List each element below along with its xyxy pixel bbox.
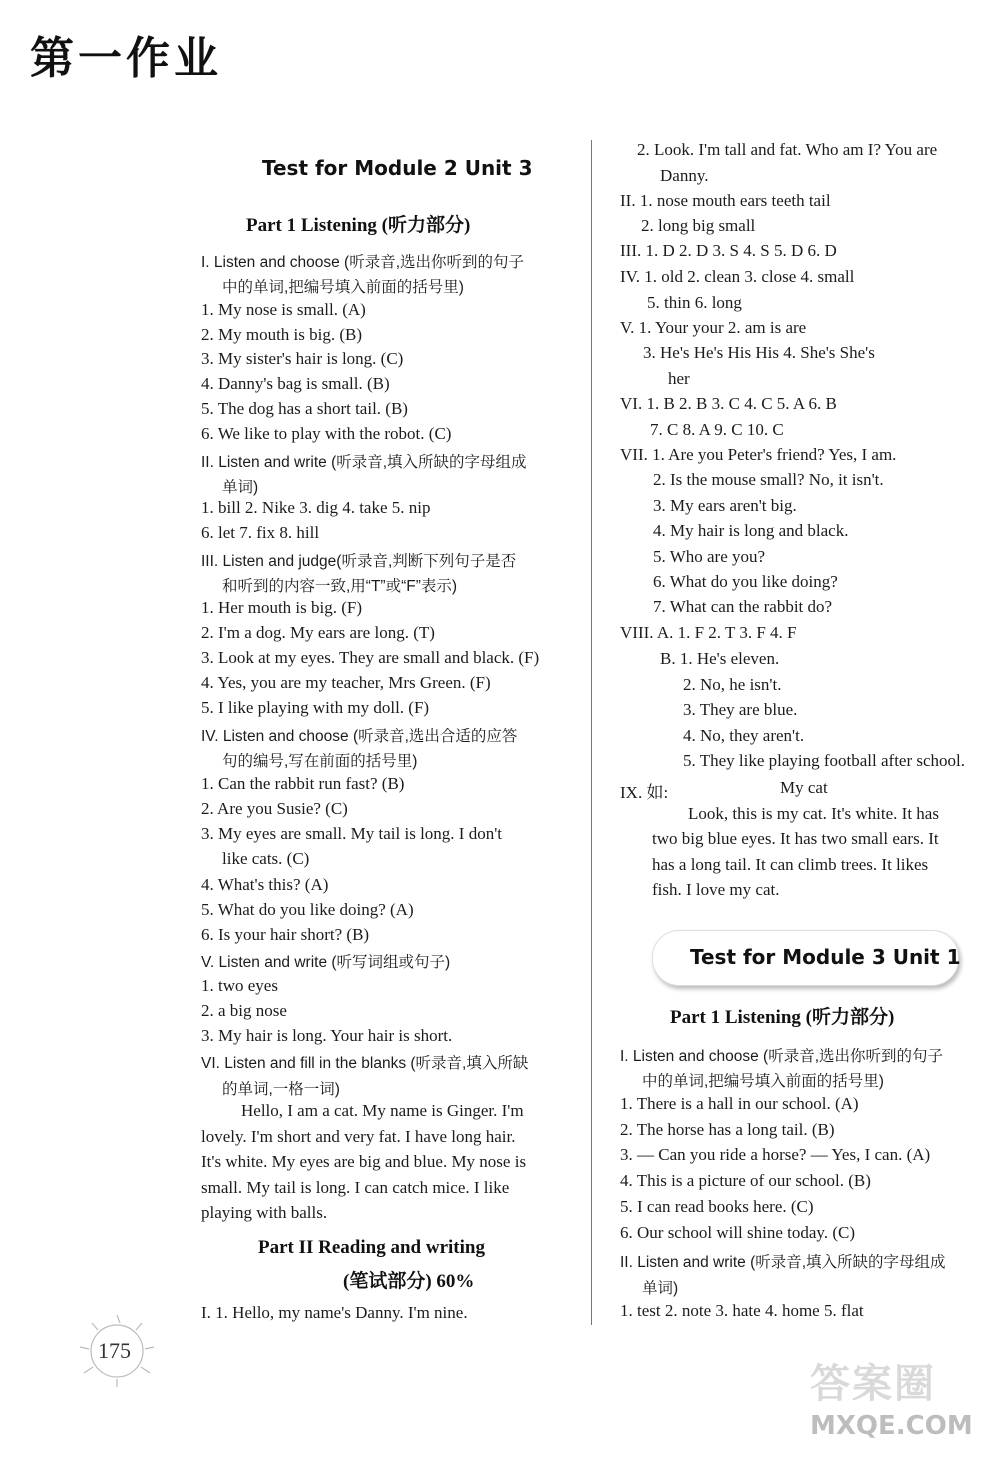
answer-line: 的单词,一格一词) [222,1081,340,1098]
answer-line: 4. No, they aren't. [683,726,805,745]
answer-line: III. Listen and judge(听录音,判断下列句子是否 [201,553,517,570]
answer-line: 5. What do you like doing? (A) [201,900,414,919]
answer-line: 2. a big nose [201,1001,287,1020]
answer-line: III. 1. D 2. D 3. S 4. S 5. D 6. D [620,241,837,260]
left-last-line: I. 1. Hello, my name's Danny. I'm nine. [201,1303,468,1322]
left-part1-heading: Part 1 Listening (听力部分) [246,215,471,236]
answer-line: 3. They are blue. [683,700,798,719]
answer-line: 5. Who are you? [653,547,766,566]
answer-line: has a long tail. It can climb trees. It likes [652,855,929,874]
answer-line: 6. Is your hair short? (B) [201,925,370,944]
answer-line: 3. He's He's His His 4. She's She's [643,343,875,362]
answer-line: 1. bill 2. Nike 3. dig 4. take 5. nip [201,498,431,517]
right-part1-heading: Part 1 Listening (听力部分) [670,1007,895,1028]
answer-line: IV. Listen and choose (听录音,选出合适的应答 [201,728,518,745]
answer-line: 1. Her mouth is big. (F) [201,598,363,617]
answer-line: 5. I can read books here. (C) [620,1197,814,1216]
answer-line: 2. Look. I'm tall and fat. Who am I? You are [637,140,938,159]
answer-line: Hello, I am a cat. My name is Ginger. I'm [241,1101,524,1120]
answer-line: 4. Danny's bag is small. (B) [201,374,390,393]
answer-line: 句的编号,写在前面的括号里) [222,753,418,770]
answer-line: 和听到的内容一致,用“T”或“F”表示) [222,578,458,595]
answer-line: 3. — Can you ride a horse? — Yes, I can. (A) [620,1145,931,1164]
answer-line: VII. 1. Are you Peter's friend? Yes, I am. [620,445,897,464]
answer-line: 6. We like to play with the robot. (C) [201,424,452,443]
answer-line: B. 1. He's eleven. [660,649,780,668]
answer-line: two big blue eyes. It has two small ears. It [652,829,939,848]
answer-line: VIII. A. 1. F 2. T 3. F 4. F [620,623,797,642]
answer-line: like cats. (C) [222,849,310,868]
column-divider [591,140,592,1325]
right-test-title: Test for Module 3 Unit 1 [690,945,961,969]
answer-line: 1. There is a hall in our school. (A) [620,1094,859,1113]
answer-line: It's white. My eyes are big and blue. My nose is [201,1152,527,1171]
answer-line: her [668,369,690,388]
answer-line: IV. 1. old 2. clean 3. close 4. small [620,267,855,286]
answer-line: 6. let 7. fix 8. hill [201,523,320,542]
answer-line: 1. My nose is small. (A) [201,300,366,319]
answer-line: 单词) [642,1280,679,1297]
answer-line: I. Listen and choose (听录音,选出你听到的句子 [620,1048,944,1065]
answer-line: 2. My mouth is big. (B) [201,325,363,344]
answer-line: 2. No, he isn't. [683,675,782,694]
answer-line: V. Listen and write (听写词组或句子) [201,954,451,971]
answer-line: 2. I'm a dog. My ears are long. (T) [201,623,435,642]
answer-line: lovely. I'm short and very fat. I have long hair. [201,1127,516,1146]
answer-line: 3. Look at my eyes. They are small and black. (F) [201,648,540,667]
watermark-top: 答案圈 [810,1361,936,1407]
answer-line: I. Listen and choose (听录音,选出你听到的句子 [201,254,525,271]
answer-line: 5. I like playing with my doll. (F) [201,698,430,717]
answer-line: 5. They like playing football after school. [683,751,966,770]
header-title: 第一作业 [30,33,222,84]
answer-line: 5. thin 6. long [647,293,742,312]
answer-line: VI. 1. B 2. B 3. C 4. C 5. A 6. B [620,394,837,413]
part2-heading: Part II Reading and writing [258,1237,485,1258]
answer-line: small. My tail is long. I can catch mice. I like [201,1178,510,1197]
answer-line: VI. Listen and fill in the blanks (听录音,填入所缺 [201,1055,529,1072]
answer-line: 4. Yes, you are my teacher, Mrs Green. (F) [201,673,491,692]
page-number: 175 [98,1338,131,1363]
answer-line: Danny. [660,166,709,185]
answer-line: 4. This is a picture of our school. (B) [620,1171,871,1190]
answer-line: 3. My sister's hair is long. (C) [201,349,404,368]
answer-line: 2. Are you Susie? (C) [201,799,348,818]
answer-line: 3. My eyes are small. My tail is long. I don't [201,824,502,843]
answer-line: 3. My hair is long. Your hair is short. [201,1026,453,1045]
answer-line: Look, this is my cat. It's white. It has [688,804,939,823]
answer-line: II. Listen and write (听录音,填入所缺的字母组成 [620,1254,946,1271]
answer-line: 4. What's this? (A) [201,875,329,894]
answer-line: 单词) [222,479,259,496]
answer-line: IX. 如: [620,783,669,802]
answer-line: V. 1. Your your 2. am is are [620,318,807,337]
answer-line: 3. My ears aren't big. [653,496,797,515]
answer-line: 6. Our school will shine today. (C) [620,1223,855,1242]
watermark-bottom: MXQE.COM [810,1411,973,1441]
answer-line: 2. The horse has a long tail. (B) [620,1120,835,1139]
answer-line: 7. C 8. A 9. C 10. C [650,420,784,439]
answer-line: playing with balls. [201,1203,328,1222]
answer-line: 5. The dog has a short tail. (B) [201,399,408,418]
answer-line: 2. long big small [641,216,756,235]
answer-line: 中的单词,把编号填入前面的括号里) [642,1073,884,1090]
answer-line: 4. My hair is long and black. [653,521,849,540]
answer-line: II. Listen and write (听录音,填入所缺的字母组成 [201,454,527,471]
watermark-logo [810,1352,990,1452]
answer-line: 中的单词,把编号填入前面的括号里) [222,279,464,296]
answer-line: 1. two eyes [201,976,278,995]
answer-line: 1. test 2. note 3. hate 4. home 5. flat [620,1301,864,1320]
answer-line: My cat [780,778,828,797]
answer-line: 1. Can the rabbit run fast? (B) [201,774,405,793]
answer-line: fish. I love my cat. [652,880,780,899]
left-test-title: Test for Module 2 Unit 3 [262,156,533,180]
answer-line: 2. Is the mouse small? No, it isn't. [653,470,884,489]
answer-line: II. 1. nose mouth ears teeth tail [620,191,831,210]
answer-line: 6. What do you like doing? [653,572,838,591]
part2-subheading: (笔试部分) 60% [343,1271,475,1292]
answer-line: 7. What can the rabbit do? [653,597,833,616]
